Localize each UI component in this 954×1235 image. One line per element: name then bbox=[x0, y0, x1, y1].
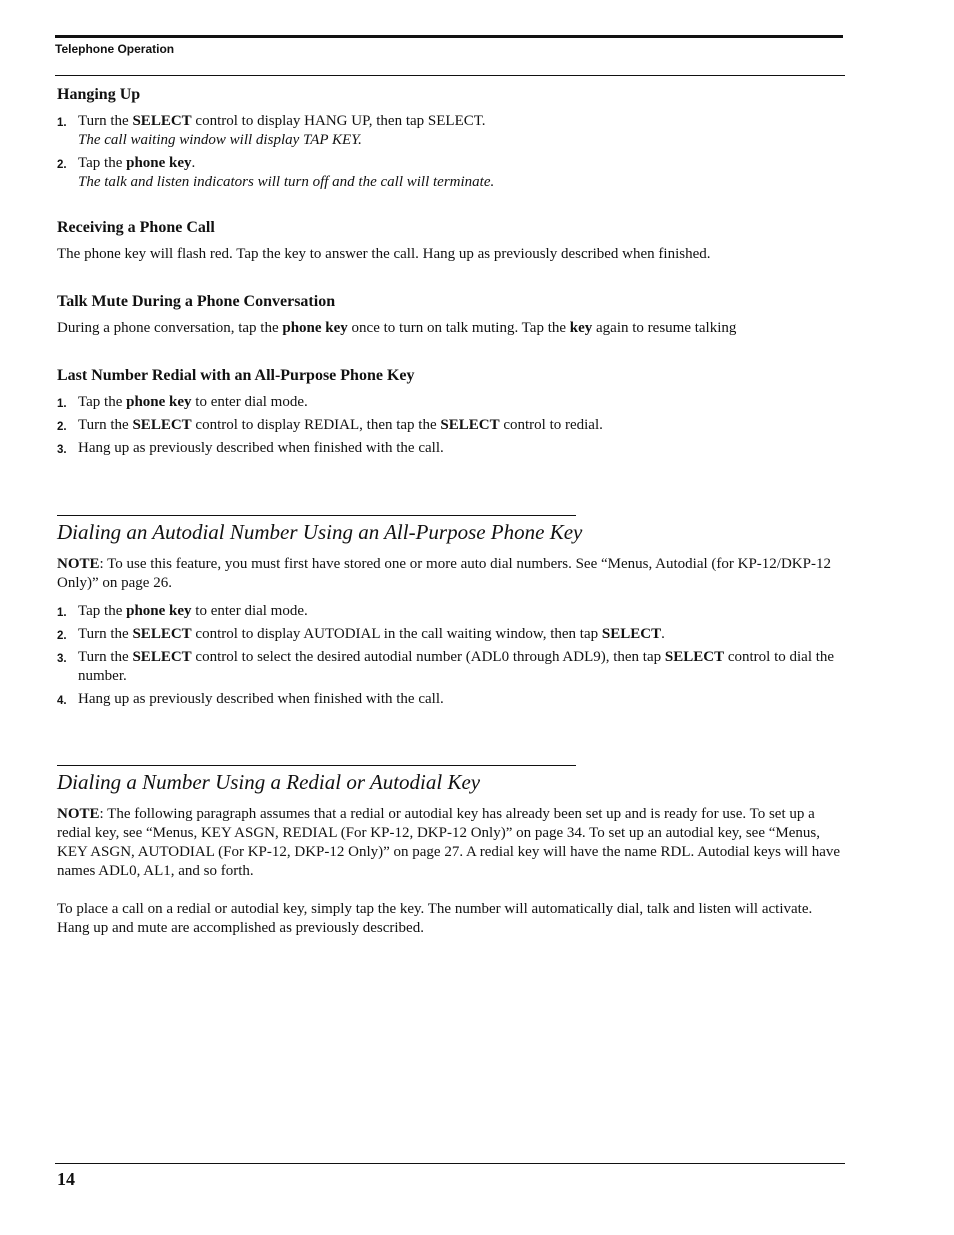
header-rule-thick bbox=[55, 35, 843, 38]
step-text: control to dial the number. bbox=[78, 649, 835, 684]
section-redial-autodial-key bbox=[57, 765, 843, 938]
step-text: to enter dial mode. bbox=[191, 603, 308, 619]
step-number: 3. bbox=[57, 444, 67, 456]
step-bold: SELECT bbox=[132, 649, 192, 665]
step-bold: phone key bbox=[126, 394, 192, 410]
list-item bbox=[57, 393, 843, 412]
text-run: once to turn on talk muting. Tap the bbox=[347, 320, 570, 336]
heading-receiving-call: Receiving a Phone Call bbox=[57, 219, 215, 236]
step-text: control to select the desired autodial number (ADL0 through ADL9), then tap bbox=[191, 649, 665, 665]
section-receiving-call bbox=[57, 217, 843, 264]
list-item bbox=[57, 154, 843, 192]
talk-mute-text bbox=[57, 319, 843, 338]
step-bold: phone key bbox=[126, 603, 192, 619]
step-text: control to display REDIAL, then tap the bbox=[191, 417, 441, 433]
steps-autodial bbox=[57, 602, 843, 709]
steps-hanging-up bbox=[57, 112, 843, 192]
step-number: 2. bbox=[57, 421, 67, 433]
receiving-text: The phone key will flash red. Tap the key to answer the call. Hang up as previously described when finished. bbox=[57, 246, 711, 262]
step-text: Turn the bbox=[78, 417, 133, 433]
step-bold: SELECT bbox=[601, 626, 662, 642]
heading-last-number-redial: Last Number Redial with an All-Purpose Phone Key bbox=[57, 367, 415, 384]
section-title bbox=[57, 765, 843, 795]
steps-last-number-redial bbox=[57, 393, 843, 458]
step-text: Tap the bbox=[78, 394, 127, 410]
step-text: control to display HANG UP, then tap SELECT. bbox=[191, 113, 486, 129]
step-result-note: The talk and listen indicators will turn off and the call will terminate. bbox=[78, 174, 495, 190]
step-number: 4. bbox=[57, 695, 67, 707]
list-item bbox=[57, 112, 843, 150]
list-item bbox=[57, 439, 843, 458]
section-title bbox=[57, 515, 843, 545]
heading-talk-mute: Talk Mute During a Phone Conversation bbox=[57, 293, 336, 310]
step-number: 2. bbox=[57, 630, 67, 642]
step-number: 1. bbox=[57, 607, 67, 619]
title-text: Dialing an Autodial Number Using an All-Purpose Phone Key bbox=[57, 520, 583, 544]
page-content bbox=[57, 84, 843, 938]
section-last-number-redial bbox=[57, 365, 843, 458]
list-item bbox=[57, 690, 843, 709]
step-bold: SELECT bbox=[440, 417, 500, 433]
step-number: 1. bbox=[57, 117, 67, 129]
section-autodial-number bbox=[57, 515, 843, 709]
note-text: : To use this feature, you must first have stored one or more auto dial numbers. See “Menus, Autodial (for KP-12/DKP-12 Only)” on page 26. bbox=[57, 556, 831, 591]
note-text: : The following paragraph assumes that a redial or autodial key has already been set up and is ready for use. To set up a redial key, see “Menus, KEY ASGN, REDIAL (For KP-12, DKP-12 Only)” on page 34. To set up an autodial key, see “Menus, KEY ASGN, AUTODIAL (For KP-12, DKP-12 Only)” on page 27. A redial key will have the name RDL. Autodial keys will have names ADL0, AL1, and so forth. bbox=[57, 806, 841, 879]
title-text: Dialing a Number Using a Redial or Autodial Key bbox=[57, 770, 481, 794]
step-number: 1. bbox=[57, 398, 67, 410]
header-rule-thin bbox=[55, 75, 845, 76]
title-rule bbox=[57, 515, 576, 516]
text-run: again to resume talking bbox=[592, 320, 737, 336]
step-number: 2. bbox=[57, 159, 67, 171]
note-label: NOTE bbox=[57, 556, 100, 572]
page-number: 14 bbox=[57, 1169, 75, 1189]
step-number: 3. bbox=[57, 653, 67, 665]
section-hanging-up bbox=[57, 84, 843, 192]
step-text: Hang up as previously described when finished with the call. bbox=[78, 691, 444, 707]
step-text: control to display AUTODIAL in the call waiting window, then tap bbox=[191, 626, 602, 642]
step-text: control to redial. bbox=[499, 417, 603, 433]
step-text: Turn the bbox=[78, 113, 133, 129]
list-item bbox=[57, 416, 843, 435]
step-text: Turn the bbox=[78, 626, 133, 642]
step-text: Hang up as previously described when finished with the call. bbox=[78, 440, 444, 456]
step-bold: SELECT bbox=[132, 113, 192, 129]
bold-run: key bbox=[569, 320, 593, 336]
step-result-note: The call waiting window will display TAP KEY. bbox=[78, 132, 362, 148]
step-text: to enter dial mode. bbox=[191, 394, 308, 410]
bold-run: phone key bbox=[282, 320, 348, 336]
title-rule bbox=[57, 765, 576, 766]
note-paragraph bbox=[57, 805, 843, 881]
step-text: Tap the bbox=[78, 155, 127, 171]
step-bold: SELECT bbox=[132, 417, 192, 433]
list-item bbox=[57, 625, 843, 644]
note-label: NOTE bbox=[57, 806, 100, 822]
list-item bbox=[57, 648, 843, 686]
step-bold: SELECT bbox=[664, 649, 725, 665]
body-paragraph: To place a call on a redial or autodial key, simply tap the key. The number will automatically dial, talk and listen will activate. Hang up and mute are accomplished as previously described. bbox=[57, 901, 813, 936]
note-paragraph bbox=[57, 555, 843, 593]
running-head: Telephone Operation bbox=[55, 42, 175, 56]
text-run: During a phone conversation, tap the bbox=[57, 320, 283, 336]
step-bold: phone key bbox=[126, 155, 192, 171]
step-text: . bbox=[191, 155, 196, 171]
step-text: . bbox=[661, 626, 665, 642]
heading-hanging-up: Hanging Up bbox=[57, 86, 141, 103]
step-text: Tap the bbox=[78, 603, 127, 619]
footer-rule bbox=[55, 1163, 845, 1164]
step-text: Turn the bbox=[78, 649, 133, 665]
step-bold: SELECT bbox=[132, 626, 192, 642]
list-item bbox=[57, 602, 843, 621]
section-talk-mute bbox=[57, 291, 843, 338]
